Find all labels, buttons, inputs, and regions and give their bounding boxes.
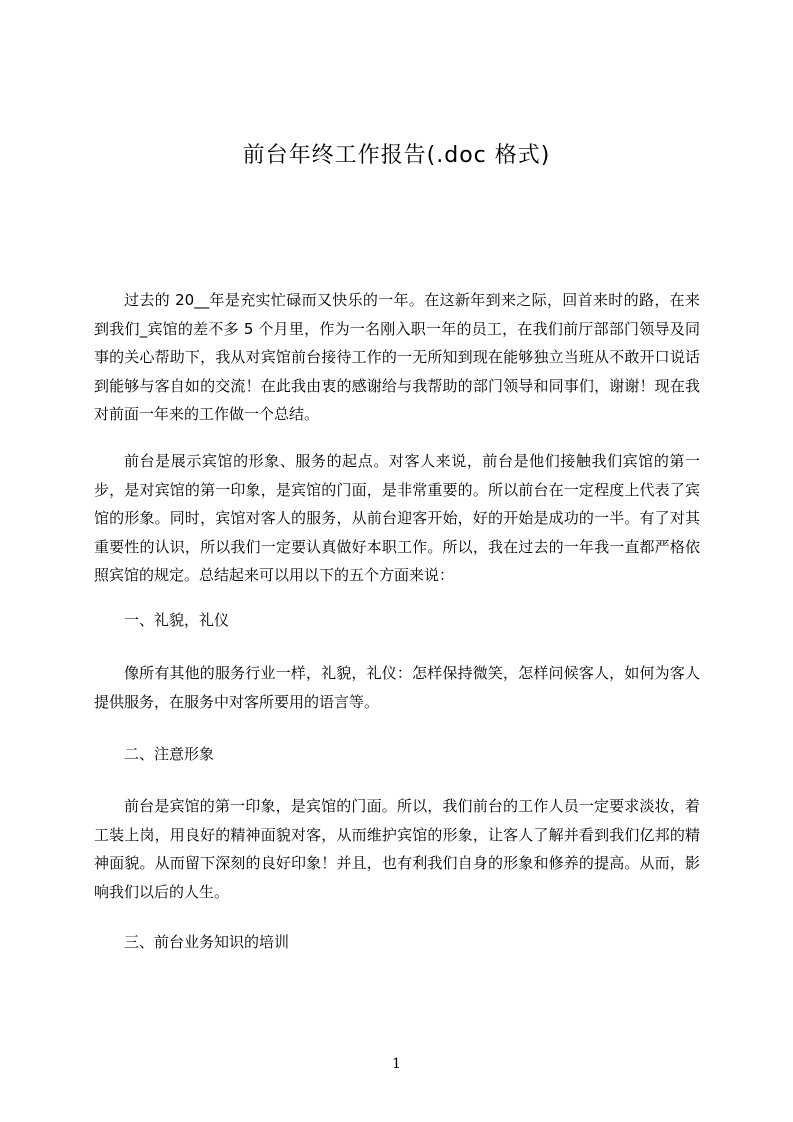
- section-heading-etiquette: 一、礼貌，礼仪: [124, 611, 230, 629]
- paragraph-intro: 过去的 20__年是充实忙碌而又快乐的一年。在这新年到来之际，回首来时的路，在来到我们_宾馆的差不多 5 个月里，作为一名刚入职一年的员工，在我们前厅部部门领导及同事的关心帮助下，我从对宾馆前台接待工作的一无所知到现在能够独立当班从不敢开口说话到能够与客自如的交流！在此我由衷的感谢给与我帮助的部门领导和同事们，谢谢！现在我对前面一年来的工作做一个总结。: [94, 291, 700, 423]
- section-heading-image: 二、注意形象: [124, 745, 215, 763]
- page-number: 1: [392, 1056, 401, 1072]
- paragraph-front-desk-role: 前台是展示宾馆的形象、服务的起点。对客人来说，前台是他们接触我们宾馆的第一步，是对宾馆的第一印象，是宾馆的门面，是非常重要的。所以前台在一定程度上代表了宾馆的形象。同时，宾馆对客人的服务，从前台迎客开始，好的开始是成功的一半。有了对其重要性的认识，所以我们一定要认真做好本职工作。所以，我在过去的一年我一直都严格依照宾馆的规定。总结起来可以用以下的五个方面来说：: [94, 452, 700, 584]
- document-title: 前台年终工作报告(.doc 格式): [242, 143, 551, 168]
- paragraph-etiquette: 像所有其他的服务行业一样，礼貌，礼仪：怎样保持微笑，怎样问候客人，如何为客人提供服务，在服务中对客所要用的语言等。: [94, 664, 700, 711]
- paragraph-image: 前台是宾馆的第一印象，是宾馆的门面。所以，我们前台的工作人员一定要求淡妆，着工装上岗，用良好的精神面貌对客，从而维护宾馆的形象，让客人了解并看到我们亿邦的精神面貌。从而留下深刻的良好印象！并且，也有利我们自身的形象和修养的提高。从而，影响我们以后的人生。: [94, 797, 700, 901]
- section-heading-training: 三、前台业务知识的培训: [124, 933, 290, 951]
